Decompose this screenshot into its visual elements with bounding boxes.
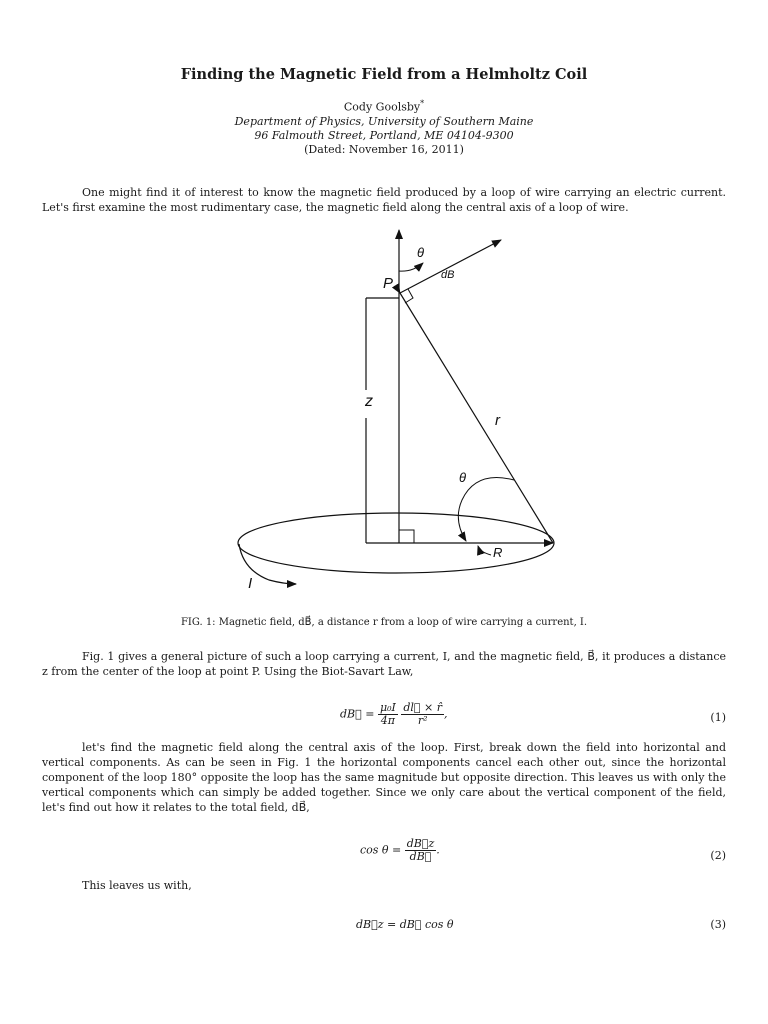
paragraph-components: let's find the magnetic field along the central axis of the loop. First, break down the field into horizontal and vertical components. As can be seen in Fig. 1 the horizontal components cancel each other out, since the horizontal component of the loop 180° opposite the loop has the same magnitude but opposite direction. This leaves us with only the vertical components which can simply be added together. Since we only care about the vertical component of the field, let's find out how it relates to the total field, dB⃗, xyxy=(42,741,726,814)
p-right-angle xyxy=(405,289,413,303)
intro-paragraph: One might find it of interest to know the magnetic field produced by a loop of wire carrying an electric current. Let's first examine the most rudimentary case, the magnetic field along the central axis of a loop of wire. xyxy=(42,186,726,214)
date-line: (Dated: November 16, 2011) xyxy=(304,142,464,156)
equation-3 xyxy=(0,918,768,934)
eq2-den: dB⃗ xyxy=(409,850,432,863)
figure-caption: FIG. 1: Magnetic field, dB⃗, a distance r from a loop of wire carrying a current, I. xyxy=(180,617,588,628)
dB-label: dB xyxy=(441,269,455,281)
eq2-num: dB⃗z xyxy=(406,837,435,850)
theta-top-label: θ xyxy=(417,245,425,260)
eq2-tail: . xyxy=(436,843,440,857)
figure-1 xyxy=(0,218,768,608)
equation-1 xyxy=(0,702,768,734)
eq1-den-b: r² xyxy=(417,714,428,727)
paragraph-leaves-us: This leaves us with, xyxy=(82,879,192,892)
equation-3-body: dB⃗z = dB⃗ cos θ xyxy=(356,918,454,931)
eq1-frac-a xyxy=(378,702,398,727)
r-label: r xyxy=(495,412,500,429)
eq1-den-a: 4π xyxy=(380,714,396,727)
author-block xyxy=(0,97,768,157)
author-name: Cody Goolsby xyxy=(343,100,421,114)
eq2-lhs: cos θ = xyxy=(360,843,402,857)
eq1-tail: , xyxy=(444,707,448,721)
equation-1-body xyxy=(340,702,448,727)
paper-title: Finding the Magnetic Field from a Helmholtz Coil xyxy=(180,66,588,83)
I-label: I xyxy=(248,575,253,592)
author-line xyxy=(0,97,768,115)
eq1-frac-b xyxy=(401,702,444,727)
theta-top-arc xyxy=(399,263,423,271)
equation-2 xyxy=(0,838,768,872)
eq2-frac xyxy=(405,838,437,863)
center-right-angle xyxy=(399,530,414,543)
equation-2-number: (2) xyxy=(710,849,726,862)
theta-mid-label: θ xyxy=(459,470,467,485)
author-footnote-mark: * xyxy=(420,99,425,108)
R-label: R xyxy=(493,545,503,560)
z-label: z xyxy=(365,393,373,410)
department: Department of Physics, University of Southern Maine xyxy=(234,114,534,128)
theta-mid-arc xyxy=(458,478,514,542)
equation-2-body xyxy=(360,838,440,863)
eq1-num-a: μ₀I xyxy=(379,701,396,714)
address: 96 Falmouth Street, Portland, ME 04104-9300 xyxy=(254,128,514,142)
paragraph-fig-description: Fig. 1 gives a general picture of such a loop carrying a current, I, and the magnetic field, B⃗, it produces a distance z from the center of the loop at point P. Using the Biot-Savart Law, xyxy=(42,650,726,678)
eq1-num-b: dl⃗ × r̂ xyxy=(403,701,442,714)
R-pointer xyxy=(478,546,491,555)
r-line xyxy=(400,293,553,543)
P-label: P xyxy=(383,275,394,292)
dB-arrow xyxy=(400,240,501,293)
eq1-lhs: dB⃗ = xyxy=(340,707,375,721)
equation-3-number: (3) xyxy=(710,918,726,931)
equation-1-number: (1) xyxy=(710,711,726,724)
